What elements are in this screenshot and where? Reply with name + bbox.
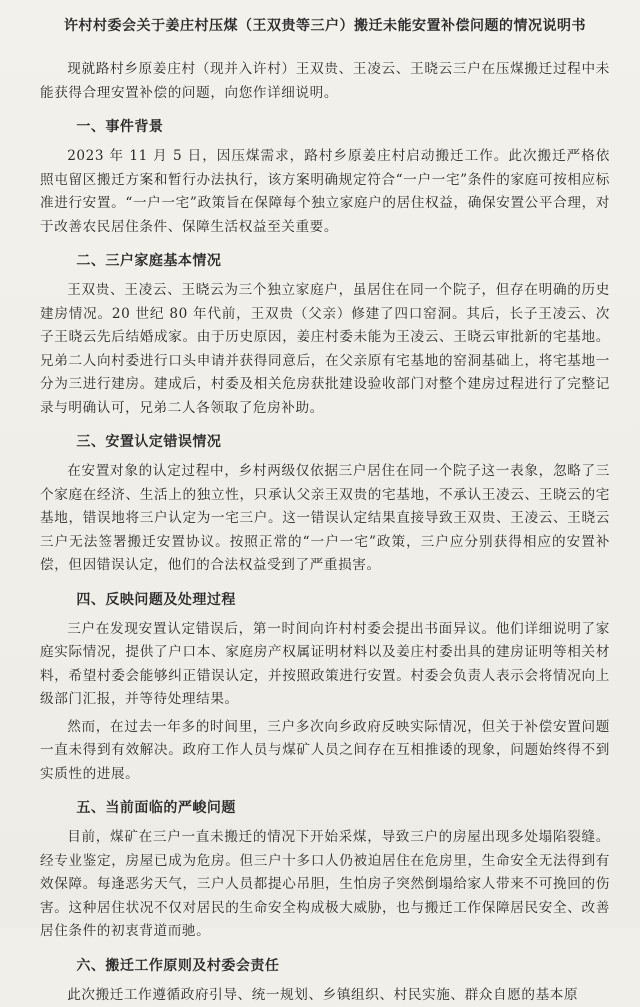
document-title: 许村村委会关于姜庄村压煤（王双贵等三户）搬迁未能安置补偿问题的情况说明书 [40,16,610,36]
section-1-paragraph-1: 2023 年 11 月 5 日，因压煤需求，路村乡原姜庄村启动搬迁工作。此次搬迁严格依照屯留区搬迁方案和暂行办法执行，该方案明确规定符合“一户一宅”条件的家庭可按相应标准进行安置。“一户一宅”政策旨在保障每个独立家庭户的居住权益，确保安置公平合理，对于改善农民居住条件、保障生活权益至关重要。 [40,145,610,239]
intro-paragraph: 现就路村乡原姜庄村（现并入许村）王双贵、王凌云、王晓云三户在压煤搬迁过程中未能获得合理安置补偿的问题，向您作详细说明。 [40,58,610,105]
section-6-paragraph-1: 此次搬迁工作遵循政府引导、统一规划、乡镇组织、村民实施、群众自愿的基本原 [40,984,610,1007]
section-heading-2: 二、三户家庭基本情况 [40,249,610,273]
section-heading-4: 四、反映问题及处理过程 [40,588,610,612]
section-heading-6: 六、搬迁工作原则及村委会责任 [40,954,610,978]
section-heading-3: 三、安置认定错误情况 [40,430,610,454]
section-4-paragraph-1: 三户在发现安置认定错误后，第一时间向许村村委会提出书面异议。他们详细说明了家庭实际情况，提供了户口本、家庭房产权属证明材料以及姜庄村委出具的建房证明等相关材料，希望村委会能够纠正错误认定，并按照政策进行安置。村委会负责人表示会将情况向上级部门汇报，并等待处理结果。 [40,618,610,712]
section-4-paragraph-2: 然而，在过去一年多的时间里，三户多次向乡政府反映实际情况，但关于补偿安置问题一直未得到有效解决。政府工作人员与煤矿人员之间存在互相推诿的现象，问题始终得不到实质性的进展。 [40,716,610,787]
section-2-paragraph-1: 王双贵、王凌云、王晓云为三个独立家庭户，虽居住在同一个院子，但存在明确的历史建房情况。20 世纪 80 年代前，王双贵（父亲）修建了四口窑洞。其后，长子王凌云、次子王晓云先后结婚成家。由于历史原因，姜庄村委未能为王凌云、王晓云审批新的宅基地。兄弟二人向村委进行口头申请并获得同意后，在父亲原有宅基地的窑洞基础上，将宅基地一分为三进行建房。建成后，村委及相关危房获批建设验收部门对整个建房过程进行了完整记录与明确认可，兄弟二人各领取了危房补助。 [40,279,610,420]
section-heading-5: 五、当前面临的严峻问题 [40,796,610,820]
section-3-paragraph-1: 在安置对象的认定过程中，乡村两级仅依据三户居住在同一个院子这一表象，忽略了三个家庭在经济、生活上的独立性，只承认父亲王双贵的宅基地，不承认王凌云、王晓云的宅基地，错误地将三户认定为一宅三户。这一错误认定结果直接导致王双贵、王凌云、王晓云三户无法签署搬迁安置协议。按照正常的“一户一宅”政策，三户应分别获得相应的安置补偿，但因错误认定，他们的合法权益受到了严重损害。 [40,460,610,578]
section-heading-1: 一、事件背景 [40,115,610,139]
section-5-paragraph-1: 目前，煤矿在三户一直未搬迁的情况下开始采煤，导致三户的房屋出现多处塌陷裂缝。经专业鉴定，房屋已成为危房。但三户十多口人仍被迫居住在危房里，生命安全无法得到有效保障。每逢恶劣天气，三户人员都提心吊胆，生怕房子突然倒塌给家人带来不可挽回的伤害。这种居住状况不仅对居民的生命安全构成极大威胁，也与搬迁工作保障居民安全、改善居住条件的初衷背道而驰。 [40,826,610,944]
